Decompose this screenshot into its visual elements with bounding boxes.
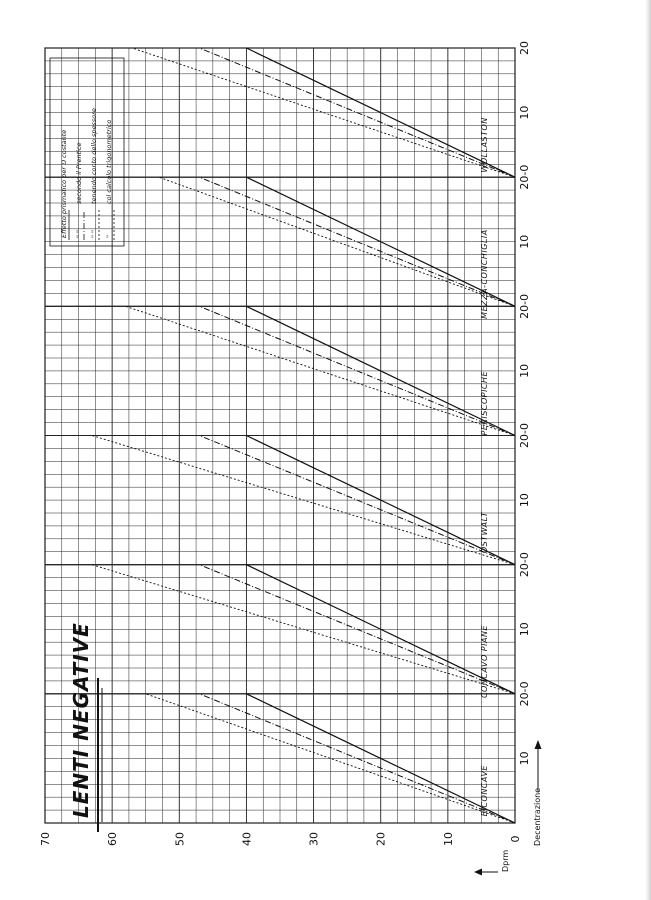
panel-label: CONCAVO PIANE [480,625,489,699]
x-axis-label-group [533,788,542,846]
panel-label: OSTWALT [480,511,489,554]
x-tick-label: 10 [518,622,531,637]
x-tick-label: 20-0 [518,423,531,448]
y-tick-label: 50 [173,832,187,846]
x-tick-label: 10 [518,105,531,120]
panel-label: PERISCOPICHE [480,370,489,436]
y-tick-label: 10 [441,832,455,846]
x-axis-label: Decentrazione [533,787,542,846]
y-tick-label: 0 [509,835,522,843]
x-tick-label: 20 [518,41,531,55]
x-tick-label: 20-0 [518,681,531,707]
chart-title: LENTI NEGATIVE [69,622,93,818]
x-tick-label: 10 [518,751,531,766]
y-tick-labels [39,832,522,846]
chart-title-group [69,622,102,832]
legend-entry: secondo il Prentice [75,142,83,204]
legend-entry: col calcolo trigonometrico [105,119,113,204]
y-axis-label-group [501,850,510,872]
x-tick-label: 10 [518,493,531,508]
y-tick-label: 70 [39,832,52,846]
legend-symbol: " " [75,229,83,238]
scan-edge [645,0,651,900]
x-tick-label: 20-0 [518,164,531,190]
legend [50,58,124,246]
panel-label: WOLLASTON [480,117,489,173]
chart-grid [45,48,515,823]
panel-label: BICONCAVE [480,765,489,817]
x-tick-label: 20-0 [518,293,531,319]
legend-entry: Effetto prismatico per D costante [60,129,68,238]
legend-entry: tenendo conto dello spessore [90,108,98,204]
legend-symbol: " " [90,229,98,238]
x-tick-label: 10 [518,363,531,378]
x-tick-label: 20-0 [518,552,531,578]
y-tick-label: 60 [106,832,120,846]
panel-label: MEZZA-CONCHIGLIA [480,229,489,319]
y-axis-label: Dprm [501,849,510,872]
x-tick-label: 10 [518,234,531,249]
y-axis-arrow [474,869,498,876]
y-tick-label: 20 [374,832,388,846]
legend-symbol: " [105,235,113,238]
x-tick-labels [518,41,531,765]
x-axis-arrow [535,740,542,792]
y-tick-label: 30 [307,832,321,846]
y-tick-label: 40 [240,832,254,846]
